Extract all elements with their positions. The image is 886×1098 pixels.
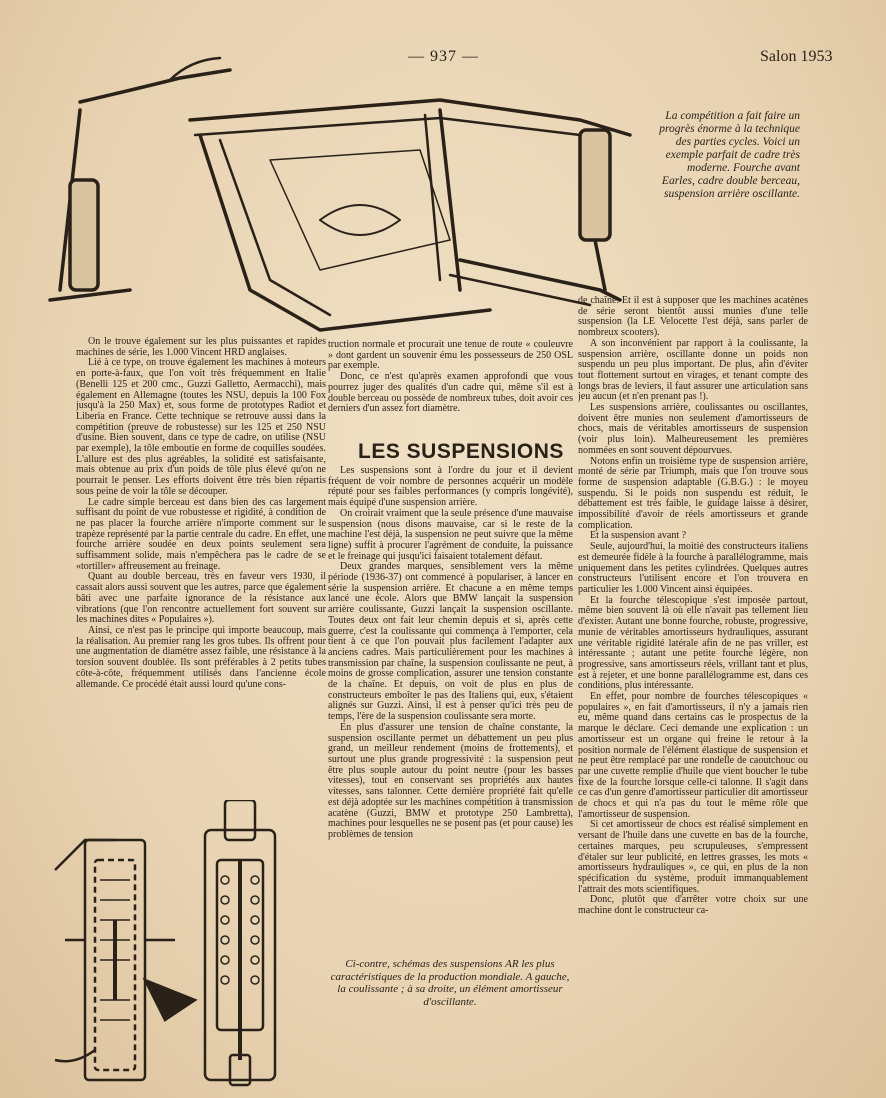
column-3 (578, 296, 808, 1056)
page-header-salon: Salon 1953 (760, 48, 833, 65)
paragraph: Si cet amortisseur de chocs est réalisé simplement en versant de l'huile dans une cuvette en bas de la fourche, certaines marques, peu scrupuleuses, s'empressent d'étaler sur leur publicité, en lettres grasses, les mots « amortisseurs hydrauliques », ce qui, en plus de la non spécification du système, produit immanquablement l'attrait des mots scientifiques. (578, 819, 808, 895)
paragraph: Ainsi, ce n'est pas le principe qui importe beaucoup, mais la réalisation. Au premier rang les gros tubes. Ils offrent pour une augmentation de diamètre assez faible, une résistance à la torsion souvent doublée. Ils sont préférables à 2 petits tubes côte-à-côte, fréquemment utilisés dans l'ancienne école allemande. Ce procédé était aussi lourd qu'une cons- (76, 624, 326, 690)
suspension-diagram (45, 800, 325, 1090)
motorcycle-frame-illustration (20, 40, 660, 340)
paragraph: Notons enfin un troisième type de suspension arrière, monté de série par Triumph, mais que l'on trouve sous forme de suspension adaptable (G.B.G.) : le moyeu suspendu. Si le poids non suspendu est réduit, le débattement est très faible, le guidage laisse à désirer, impossibilité d'avoir de réels amortisseurs et grande complication. (578, 455, 808, 531)
paragraph: On le trouve également sur les plus puissantes et rapides machines de série, les 1.000 Vincent HRD anglaises. (76, 337, 326, 358)
paragraph: En effet, pour nombre de fourches télescopiques « populaires », en fait d'amortisseurs, il n'y a jamais rien eu, même quand dans certains cas le prospectus de la marque le déclare. Ceci demande une explication : un amortisseur est un organe qui freine le retour à la position normale de l'élément élastique de suspension et ne peut être remplacé par une rondelle de caoutchouc ou par une cuvette remplie d'huile que vient boucher le tube fixe de la fourche lorsque celle-ci talonne. Il s'agit dans ce cas d'un genre d'amortisseur particulier dit amortisseur de chocs et qui n'a pas du tout le même rôle que l'amortisseur de suspension. (578, 691, 808, 820)
paragraph: Et la fourche télescopique s'est imposée partout, même bien souvent là où elle n'avait pas tellement lieu d'exister. Autant une bonne fourche, robuste, progressive, munie de véritables amortisseurs hydrauliques, assurant une véritable rigidité latérale afin de ne pas vriller, est intéressante ; autant une petite fourche légère, non progressive, sans amortisseurs réels, vrillant tant et plus, est à rejeter, et une bonne parallélogramme est, dans ces conditions, plus intéressante. (578, 594, 808, 692)
paragraph: Donc, plutôt que d'arrêter votre choix sur une machine dont le constructeur ca- (578, 894, 808, 917)
paragraph: Deux grandes marques, sensiblement vers la même période (1936-37) ont commencé à populariser, à lancer en série la suspension arrière. Et chacune a en même temps lancé une école. Alors que BMW lançait la suspension arrière coulissante, Guzzi lançait la suspension oscillante. Toutes deux ont fait leur chemin depuis et si, après cette guerre, c'est la coulissante qui commença à l'emporter, cela tient à ce que l'on pouvait plus facilement l'adapter aux anciens cadres. Mais particulièrement pour les machines à transmission par chaîne, la suspension coulissante ne peut, à moins de grosse complication, assurer une tension constante de la chaîne. Et depuis, on voit de plus en plus de constructeurs emboîter le pas des Italiens qui, eux, s'étaient alignés sur Guzzi. Ainsi, il est à penser qu'ici très peu de temps, l'ère de la suspension coulissante sera morte. (328, 561, 573, 723)
top-caption: La compétition a fait faire un progrès énorme à la technique des parties cycles. Voici un exemple parfait de cadre très moderne. Fourche avant Earles, cadre double berceau, suspension arrière oscillante. (659, 110, 800, 200)
column-2-bottom (328, 466, 573, 956)
paragraph: truction normale et procurait une tenue de route « couleuvre » dont gardent un souvenir ému les possesseurs de 250 OSL par exemple. (328, 340, 573, 372)
paragraph: A son inconvénient par rapport à la coulissante, la suspension arrière, oscillante donne un poids non suspendu un peu plus important. De plus, afin d'éviter tout flottement surtout en virages, et tenant compte des longs bras de leviers, il faut assurer une articulation sans jeu aucun (et n'en prenant pas !). (578, 337, 808, 403)
paragraph: Quant au double berceau, très en faveur vers 1930, il cassait alors aussi souvent que les autres, parce que également bâti avec une parfaite ignorance de la résistance aux vibrations (que l'on rencontre actuellement fort souvent sur les machines dites « Populaires »). (76, 571, 326, 626)
paragraph: On croirait vraiment que la seule présence d'une mauvaise suspension (nous disons mauvaise, car si le reste de la machine l'est déjà, la suspension ne peut suivre que la même ligne) suffit à procurer l'agrément de conduite, la puissance et le freinage qui jusqu'ici faisaient totalement défaut. (328, 507, 573, 562)
paragraph: Les suspensions arrière, coulissantes ou oscillantes, doivent être munies non seulement d'amortisseurs de chocs, mais de véritables amortisseurs de suspension (voir plus loin). Malheureusement les premières nommées en sont souvent dépourvues. (578, 402, 808, 456)
paragraph: En plus d'assurer une tension de chaîne constante, la suspension oscillante permet un débattement un peu plus grand, un meilleur rendement (moins de frottements), et surtout une plus grande progressivité : la suspension peut être plus souple autour du point neutre (pour les basses vitesses), tout en conservant ses propriétés aux hautes vitesses, sans talonner. Cette dernière propriété fait qu'elle est déjà adoptée sur les machines compétition à transmission acatène (Guzzi, BMW et prototype 250 Lambretta), machines pour lesquelles ne se posent pas (et pour cause) les problèmes de tension (328, 721, 573, 840)
page-number: — 937 — (408, 48, 479, 65)
section-title: LES SUSPENSIONS (358, 440, 564, 463)
column-2-top (328, 340, 573, 430)
paragraph: Donc, ce n'est qu'après examen approfondi que vous pourrez juger des qualités d'un cadre qui, même s'il est à double berceau ou possède de nombreux tubes, doit avoir ces derniers d'un assez fort diamètre. (328, 371, 573, 415)
paragraph: Le cadre simple berceau est dans bien des cas largement suffisant du point de vue robustesse et rigidité, à condition de ne pas placer la fourche arrière n'importe comment sur le trapèze représenté par la partie centrale du cadre. En effet, une fourche arrière soudée en deux points seulement sera suffisamment solide, mais n'empêchera pas le cadre de se «tortiller» affreusement au freinage. (76, 496, 326, 572)
paragraph: Lié à ce type, on trouve également les machines à moteurs en porte-à-faux, que l'on voit très fréquemment en Italie (Benelli 125 et 200 cmc., Guzzi Galletto, Aermacchi), mais également en Allemagne (toutes les NSU, depuis la 100 Fox jusqu'à la 250 Max) et, sous forme de prototypes Radiot et Liberia en France. Cette technique se retrouve aussi dans la compétition (preuve de robustesse) sur les 125 et 250 NSU d'usine. Bien souvent, dans ce type de cadre, on utilise (NSU par exemple), la tôle emboutie en forme de coquilles soudées. L'allure est des plus agréables, la solidité est satisfaisante, mais obtenue au prix d'un poids de tôle plus élevé qu'on ne pourrait le penser. Les efforts doivent être très bien répartis sous peine de voir la tôle se découper. (76, 357, 326, 497)
bottom-caption: Ci-contre, schémas des suspensions AR les plus caractéristiques de la production mondiale. A gauche, la coulissante ; à sa droite, un élément amortisseur d'oscillante. (330, 958, 570, 1008)
paragraph: de chaîne. Et il est à supposer que les machines acatènes de série seront bientôt aussi munies d'une telle suspension (la LE Velocette l'est déjà, sans parler de nombreux scooters). (578, 296, 808, 339)
paragraph: Et la suspension avant ? (590, 530, 687, 542)
paragraph: Seule, aujourd'hui, la moitié des constructeurs italiens est demeurée fidèle à la fourche à parallélogramme, mais uniquement dans les petites cylindrées. Quelques autres constructeurs l'utilisent encore et l'on trouvera en particulier les 1.000 Vincent ainsi équipées. (578, 541, 808, 595)
paragraph: Les suspensions sont à l'ordre du jour et il devient fréquent de voir nombre de personnes acquérir un modèle réputé pour ses faibles performances (y compris longévité), mais équipé d'une suspension arrière. (328, 466, 573, 509)
